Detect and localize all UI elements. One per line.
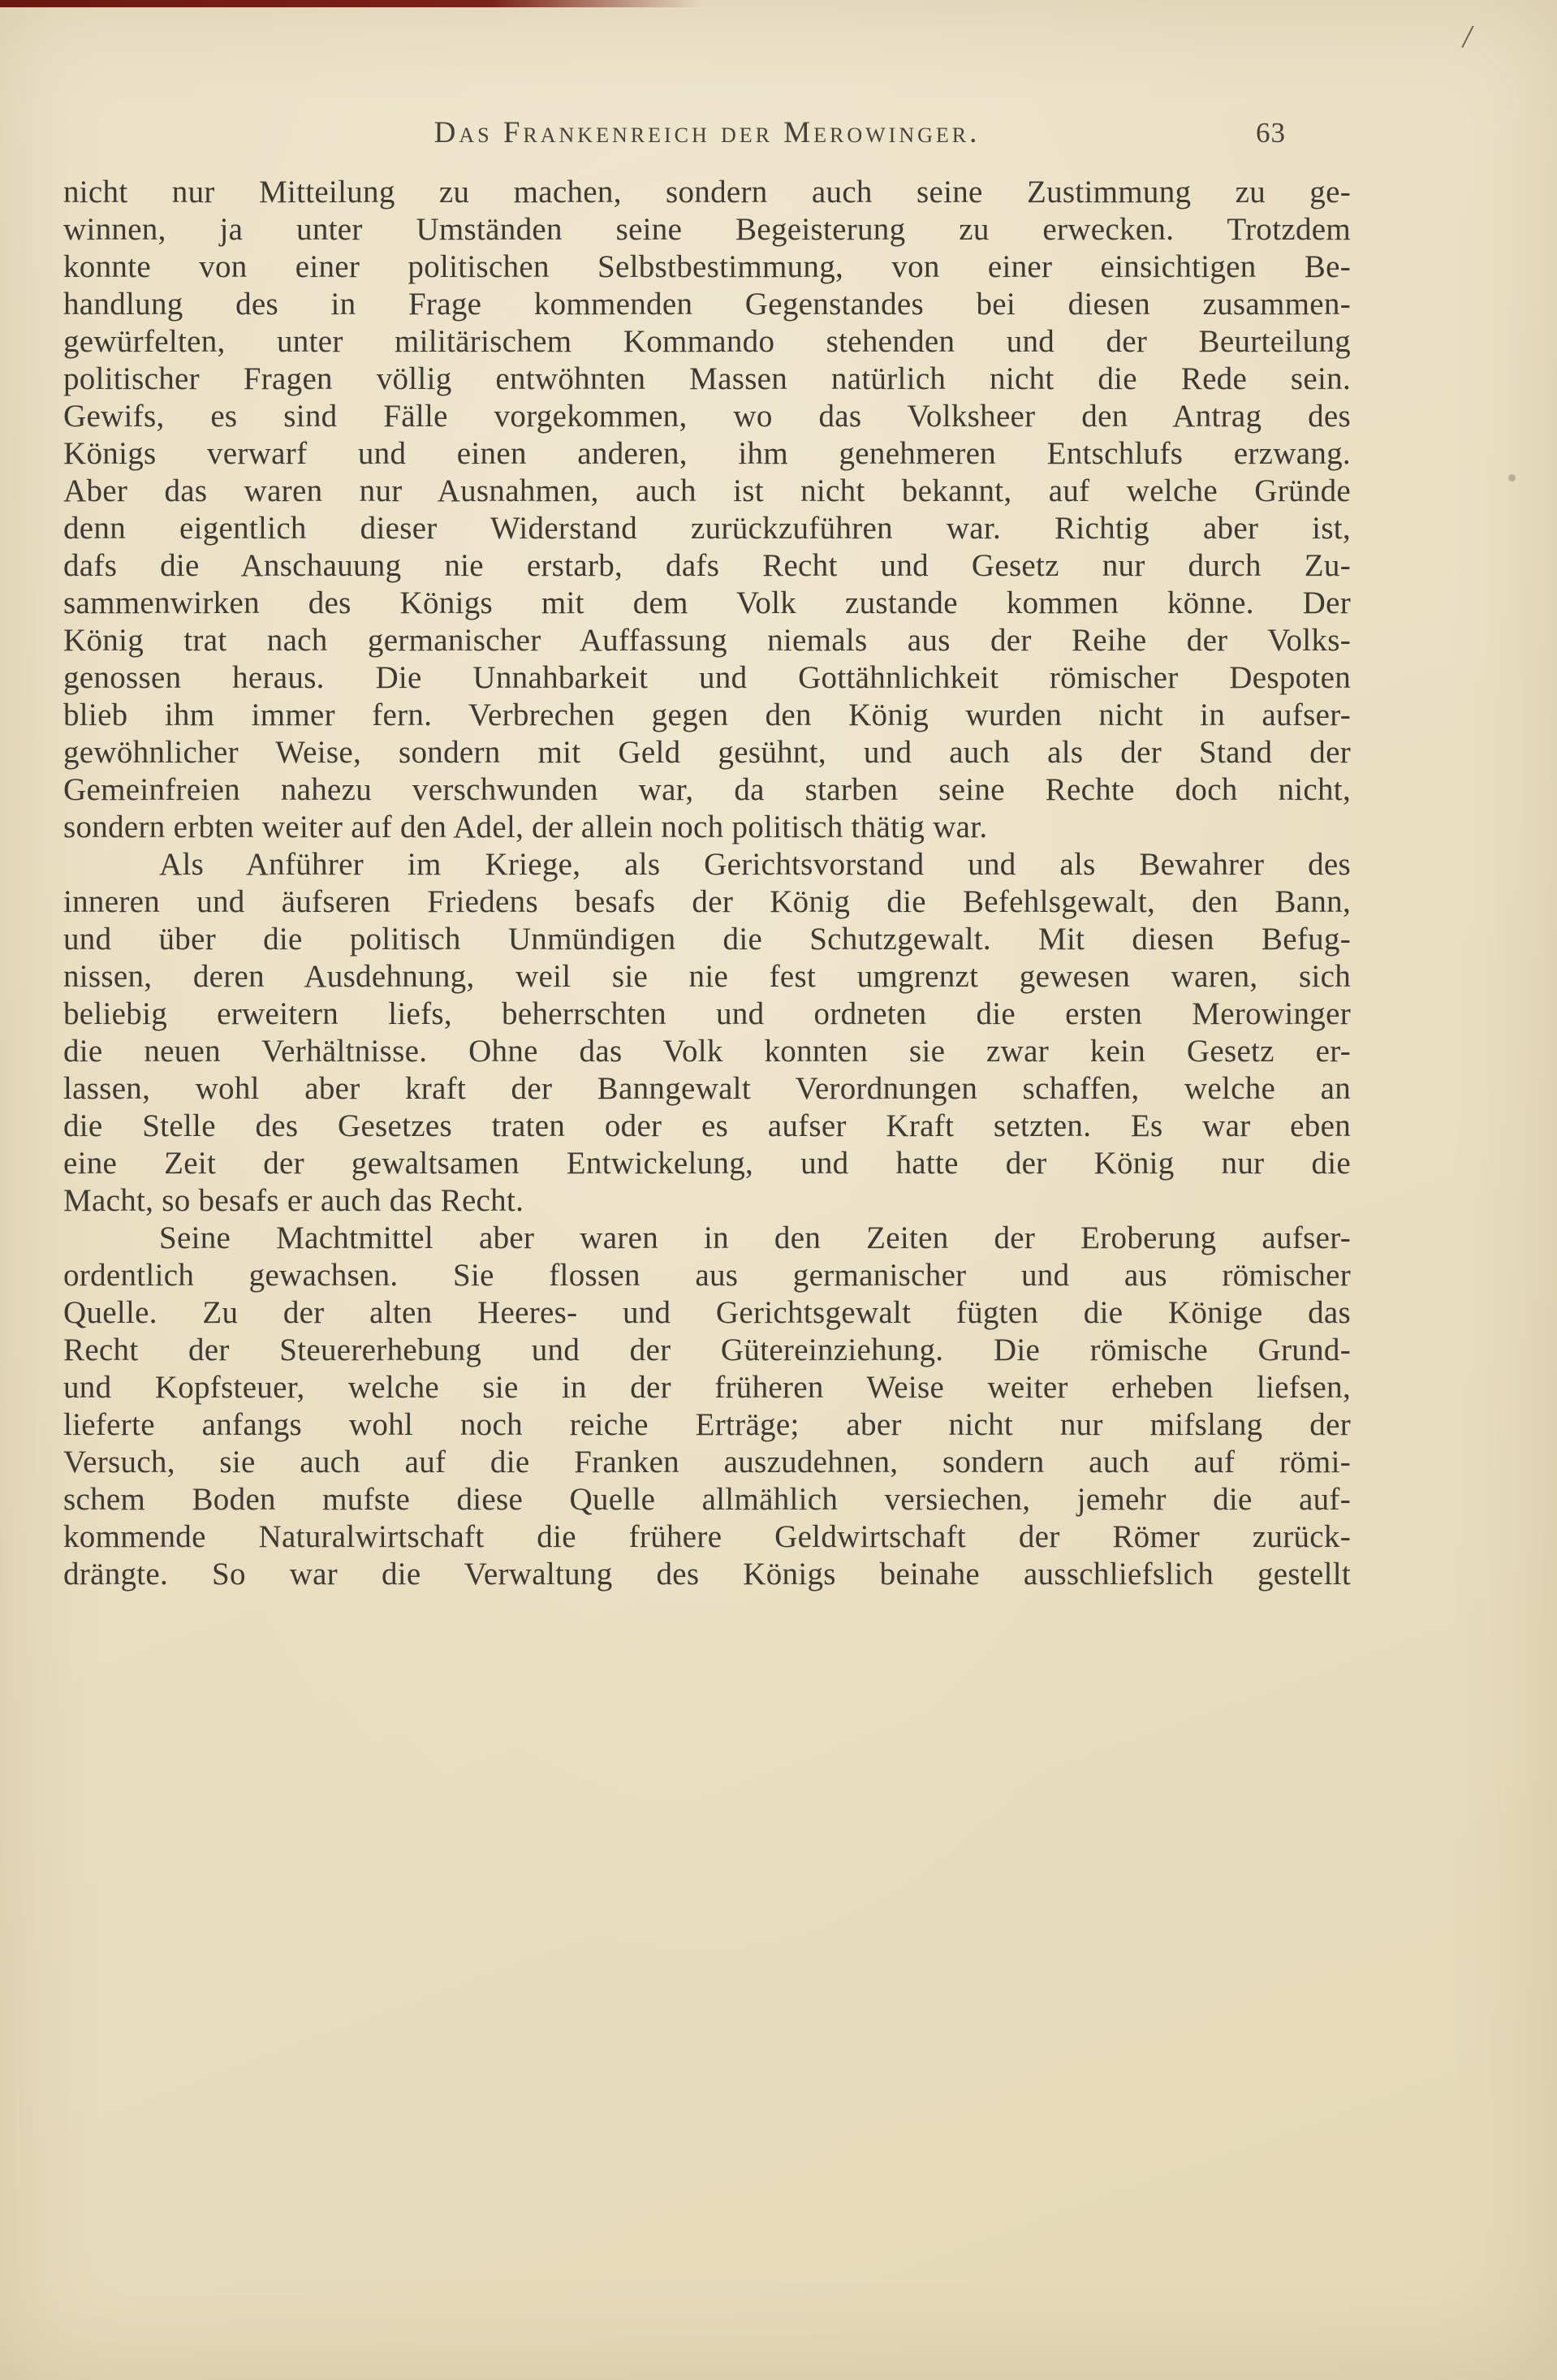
text-line: schem Boden mufste diese Quelle allmählich versiechen, jemehr die auf- bbox=[63, 1482, 1351, 1517]
binding-edge-artifact bbox=[0, 0, 702, 7]
text-line: winnen, ja unter Umständen seine Begeisterung zu erwecken. Trotzdem bbox=[63, 212, 1351, 247]
running-header bbox=[63, 112, 1351, 154]
text-line: die Stelle des Gesetzes traten oder es aufser Kraft setzten. Es war eben bbox=[63, 1108, 1351, 1143]
text-line: und über die politisch Unmündigen die Schutzgewalt. Mit diesen Befug- bbox=[63, 922, 1351, 957]
paragraph bbox=[63, 846, 1351, 1220]
paragraph bbox=[63, 1220, 1351, 1593]
text-line: und Kopfsteuer, welche sie in der früheren Weise weiter erheben liefsen, bbox=[63, 1370, 1351, 1405]
text-line: dafs die Anschauung nie erstarb, dafs Recht und Gesetz nur durch Zu- bbox=[63, 548, 1351, 583]
paragraph bbox=[63, 174, 1351, 846]
text-line: nissen, deren Ausdehnung, weil sie nie fest umgrenzt gewesen waren, sich bbox=[63, 959, 1351, 994]
text-line: Aber das waren nur Ausnahmen, auch ist nicht bekannt, auf welche Gründe bbox=[63, 473, 1351, 508]
text-line: beliebig erweitern liefs, beherrschten und ordneten die ersten Merowinger bbox=[63, 996, 1351, 1031]
text-line: gewöhnlicher Weise, sondern mit Geld gesühnt, und auch als der Stand der bbox=[63, 735, 1351, 770]
text-line: handlung des in Frage kommenden Gegenstandes bei diesen zusammen- bbox=[63, 287, 1351, 322]
scan-stray-mark: / bbox=[1460, 18, 1475, 57]
page-body-text bbox=[63, 174, 1351, 1593]
running-header-title: Das Frankenreich der Merowinger. bbox=[433, 116, 981, 149]
text-line: Quelle. Zu der alten Heeres- und Gerichtsgewalt fügten die Könige das bbox=[63, 1295, 1351, 1330]
text-line: denn eigentlich dieser Widerstand zurückzuführen war. Richtig aber ist, bbox=[63, 511, 1351, 546]
text-line: sammenwirken des Königs mit dem Volk zustande kommen könne. Der bbox=[63, 585, 1351, 620]
text-line: blieb ihm immer fern. Verbrechen gegen den König wurden nicht in aufser- bbox=[63, 698, 1351, 732]
text-line: nicht nur Mitteilung zu machen, sondern auch seine Zustimmung zu ge- bbox=[63, 175, 1351, 209]
text-line: gewürfelten, unter militärischem Kommando stehenden und der Beurteilung bbox=[63, 324, 1351, 359]
scan-speck bbox=[1508, 474, 1516, 482]
text-line: die neuen Verhältnisse. Ohne das Volk konnten sie zwar kein Gesetz er- bbox=[63, 1034, 1351, 1069]
text-line: Recht der Steuererhebung und der Gütereinziehung. Die römische Grund- bbox=[63, 1333, 1351, 1367]
text-line: Königs verwarf und einen anderen, ihm genehmeren Entschlufs erzwang. bbox=[63, 436, 1351, 471]
text-line: Macht, so besafs er auch das Recht. bbox=[63, 1183, 524, 1218]
text-line: lassen, wohl aber kraft der Banngewalt Verordnungen schaffen, welche an bbox=[63, 1071, 1351, 1106]
page-number: 63 bbox=[1256, 117, 1286, 149]
text-line: inneren und äufseren Friedens besafs der König die Befehlsgewalt, den Bann, bbox=[63, 884, 1351, 919]
text-line: König trat nach germanischer Auffassung niemals aus der Reihe der Volks- bbox=[63, 623, 1351, 658]
text-line: konnte von einer politischen Selbstbestimmung, von einer einsichtigen Be- bbox=[63, 249, 1351, 284]
text-line: Gemeinfreien nahezu verschwunden war, da starben seine Rechte doch nicht, bbox=[63, 772, 1351, 807]
text-line: Gewifs, es sind Fälle vorgekommen, wo das Volksheer den Antrag des bbox=[63, 399, 1351, 434]
text-line: ordentlich gewachsen. Sie flossen aus germanischer und aus römischer bbox=[63, 1258, 1351, 1293]
text-line: eine Zeit der gewaltsamen Entwickelung, und hatte der König nur die bbox=[63, 1146, 1351, 1181]
text-line: drängte. So war die Verwaltung des Königs beinahe ausschliefslich gestellt bbox=[63, 1557, 1351, 1592]
text-line: lieferte anfangs wohl noch reiche Erträge; aber nicht nur mifslang der bbox=[63, 1407, 1351, 1442]
text-line: Seine Machtmittel aber waren in den Zeiten der Eroberung aufser- bbox=[159, 1220, 1351, 1255]
text-line: Versuch, sie auch auf die Franken auszudehnen, sondern auch auf römi- bbox=[63, 1445, 1351, 1479]
text-line: sondern erbten weiter auf den Adel, der allein noch politisch thätig war. bbox=[63, 810, 988, 844]
text-line: kommende Naturalwirtschaft die frühere Geldwirtschaft der Römer zurück- bbox=[63, 1519, 1351, 1554]
text-line: genossen heraus. Die Unnahbarkeit und Gottähnlichkeit römischer Despoten bbox=[63, 660, 1351, 695]
text-line: Als Anführer im Kriege, als Gerichtsvorstand und als Bewahrer des bbox=[159, 847, 1351, 882]
text-line: politischer Fragen völlig entwöhnten Massen natürlich nicht die Rede sein. bbox=[63, 361, 1351, 396]
text-block bbox=[63, 112, 1351, 1593]
